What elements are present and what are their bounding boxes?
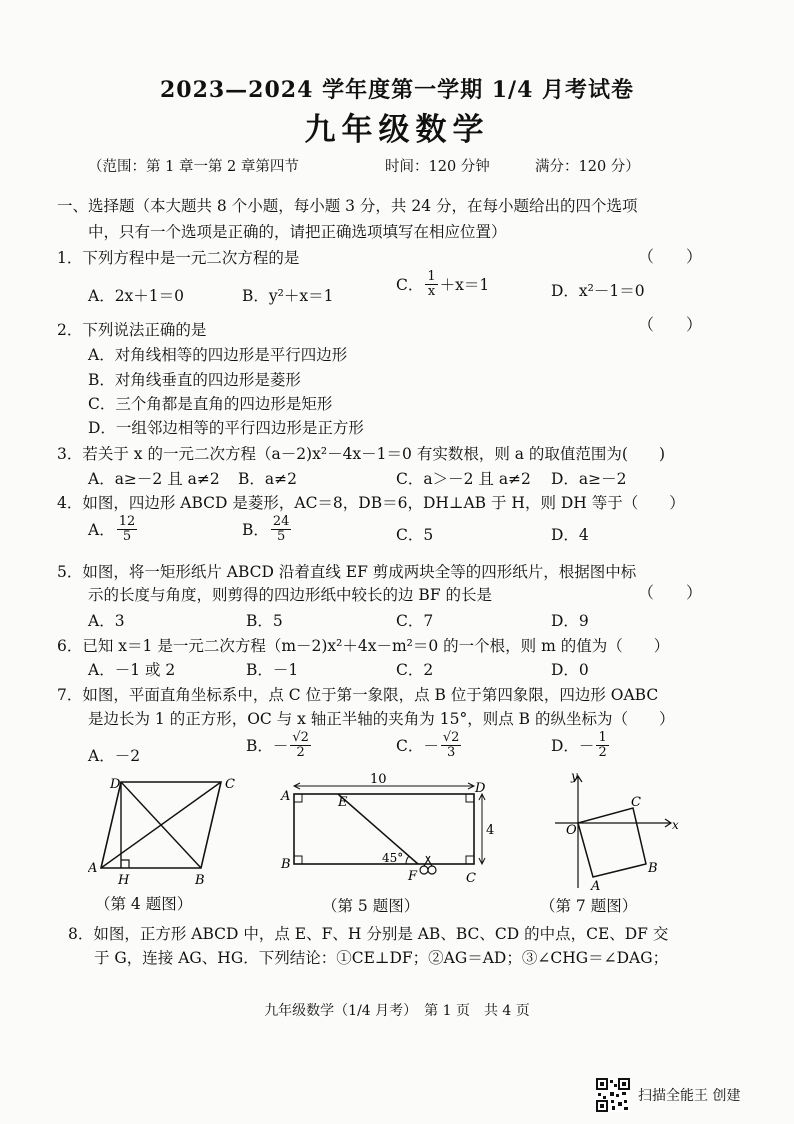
q3-option-b: B．a≠2 [238,470,297,488]
q5-stem-cont: 示的长度与角度，则剪得的四边形纸中较长的边 BF 的长是 [88,586,493,604]
figure-q7-caption: （第 7 题图） [540,897,638,915]
section-heading-cont: 中，只有一个选项是正确的，请把正确选项填写在相应位置） [88,223,507,241]
q6-option-d: D．0 [551,661,589,679]
q2-option-c: C．三个角都是直角的四边形是矩形 [88,395,333,413]
q4-stem: 4．如图，四边形 ABCD 是菱形，AC＝8，DB＝6，DH⊥AB 于 H，则 DH 等于（ ） [57,494,685,512]
square-oabc [578,808,646,877]
q4-option-b-fraction [271,515,292,543]
label-e: E [338,795,348,810]
fraction-numerator: √2 [292,730,309,745]
q8-stem: 8．如图，正方形 ABCD 中，点 E、F、H 分别是 AB、BC、CD 的中点，CE、DF 交 [68,925,669,943]
q7-option-b-fraction [290,731,311,759]
label-x: x [672,818,679,832]
q4-option-c: C．5 [396,526,434,544]
q7-option-a: A．－2 [88,747,141,765]
label-y: y [571,769,578,783]
q1-option-d: D．x²－1＝0 [551,282,645,300]
q6-stem: 6．已知 x＝1 是一元二次方程（m－2)x²＋4x－m²＝0 的一个根，则 m 的值为（ ） [57,637,670,655]
fraction-numerator: √2 [442,730,460,745]
q1-option-b: B．y²＋x＝1 [242,287,334,305]
q7-option-c [396,731,463,759]
q5-stem: 5．如图，将一矩形纸片 ABCD 沿着直线 EF 剪成两块全等的四形纸片，根据图中标 [57,563,637,581]
q2-option-d: D．一组邻边相等的平行四边形是正方形 [88,419,364,437]
section-heading: 一、选择题（本大题共 8 个小题，每小题 3 分，共 24 分，在每小题给出的四个选项 [57,197,638,215]
label-f: F [408,869,418,884]
q4-option-b [242,515,293,543]
q3-stem: 3．若关于 x 的一元二次方程（a－2)x²－4x－1＝0 有实数根，则 a 的取值范围为( ) [57,445,666,463]
exam-time: 时间：120 分钟 [385,159,490,175]
label-c: C [631,795,641,810]
q5-answer-blank: （ ） [638,583,703,602]
label-h: H [118,873,130,888]
fraction-denominator: 2 [296,744,305,760]
label-b: B [195,873,205,888]
q5-option-d: D．9 [551,612,589,630]
label-c: C [466,871,476,886]
label-d: D [475,781,486,796]
label-length-4: 4 [486,823,495,838]
label-d: D [110,777,121,792]
exam-range: （范围：第 1 章一第 2 章第四节 [88,159,299,175]
label-b: B [648,861,658,876]
label-o: O [566,823,577,838]
q4-option-d: D．4 [551,526,589,544]
cut-line-ef [338,794,418,864]
fraction-numerator: 24 [272,514,290,529]
label-a: A [591,879,601,892]
q1-answer-blank: （ ） [638,247,703,266]
fraction-numerator: 12 [118,514,136,529]
q7-option-c-label: C．－ [396,737,439,756]
q4-option-a-fraction [117,515,138,543]
q1-option-c-label: C． [396,276,424,295]
fraction-denominator: 2 [598,744,607,760]
figure-q7-coordinate-square [545,766,685,892]
scissors-icon [420,856,436,874]
fraction-numerator: 1 [598,730,607,745]
q1-option-c-fraction [425,270,437,298]
q7-option-c-fraction [441,731,462,759]
scanner-text: 扫描全能王 创建 [638,1088,741,1104]
figure-q5-rectangle [278,772,500,890]
exam-score: 满分：120 分） [535,159,640,175]
page-footer: 九年级数学（1/4 月考） 第 1 页 共 4 页 [264,1003,530,1019]
figure-q4-rhombus [88,772,243,890]
label-c: C [225,777,235,792]
q2-option-b: B．对角线垂直的四边形是菱形 [88,371,301,389]
qr-code-icon [596,1078,630,1112]
q6-option-b: B．－1 [246,661,299,679]
q7-option-d [551,731,611,759]
angle-arc [406,856,409,864]
label-a: A [281,789,291,804]
label-length-10: 10 [370,772,387,787]
q2-option-a: A．对角线相等的四边形是平行四边形 [88,346,348,364]
q1-stem: 1．下列方程中是一元二次方程的是 [57,249,300,267]
subject-title: 九年级数学 [304,112,490,148]
q4-option-b-label: B． [242,521,269,540]
right-angle-mark [121,860,129,868]
fraction-denominator: 5 [277,528,286,544]
q3-option-a: A．a≥－2 且 a≠2 [88,470,220,488]
q3-option-d: D．a≥－2 [551,470,627,488]
q7-stem-cont: 是边长为 1 的正方形，OC 与 x 轴正半轴的夹角为 15°，则点 B 的纵坐标为（ ） [88,710,675,728]
label-angle-45: 45° [382,851,404,865]
q3-option-c: C．a＞－2 且 a≠2 [396,470,531,488]
q4-option-a-label: A． [88,521,115,540]
q4-option-a [88,515,139,543]
q7-option-d-fraction [596,731,608,759]
fraction-denominator: 5 [122,528,132,544]
q2-stem: 2．下列说法正确的是 [57,321,207,339]
q5-option-a: A．3 [88,612,125,630]
q7-option-b [246,731,313,759]
q6-option-c: C．2 [396,661,434,679]
exam-title: 2023—2024 学年度第一学期 1/4 月考试卷 [159,77,635,103]
diagonal-db [121,782,201,868]
q5-option-b: B．5 [246,612,283,630]
scanner-watermark [596,1078,740,1112]
fraction-denominator: x [427,283,436,299]
q1-option-c-tail: ＋x＝1 [439,276,490,295]
fraction-denominator: 3 [447,744,456,760]
label-b: B [281,857,291,872]
q7-option-d-label: D．－ [551,737,595,756]
q1-option-c [396,270,489,298]
q6-option-a: A．－1 或 2 [88,661,176,679]
label-a: A [88,861,98,876]
figure-q5-caption: （第 5 题图） [322,897,420,915]
q7-option-b-label: B．－ [246,737,289,756]
q5-option-c: C．7 [396,612,434,630]
figure-q4-caption: （第 4 题图） [95,895,193,913]
fraction-numerator: 1 [427,269,436,284]
q2-answer-blank: （ ） [638,315,703,334]
q1-option-a: A．2x＋1＝0 [88,287,185,305]
q7-stem: 7．如图，平面直角坐标系中，点 C 位于第一象限，点 B 位于第四象限，四边形 OABC [57,686,659,704]
q8-stem-cont: 于 G，连接 AG、HG．下列结论：①CE⊥DF；②AG＝AD；③∠CHG＝∠DAG； [94,949,669,967]
